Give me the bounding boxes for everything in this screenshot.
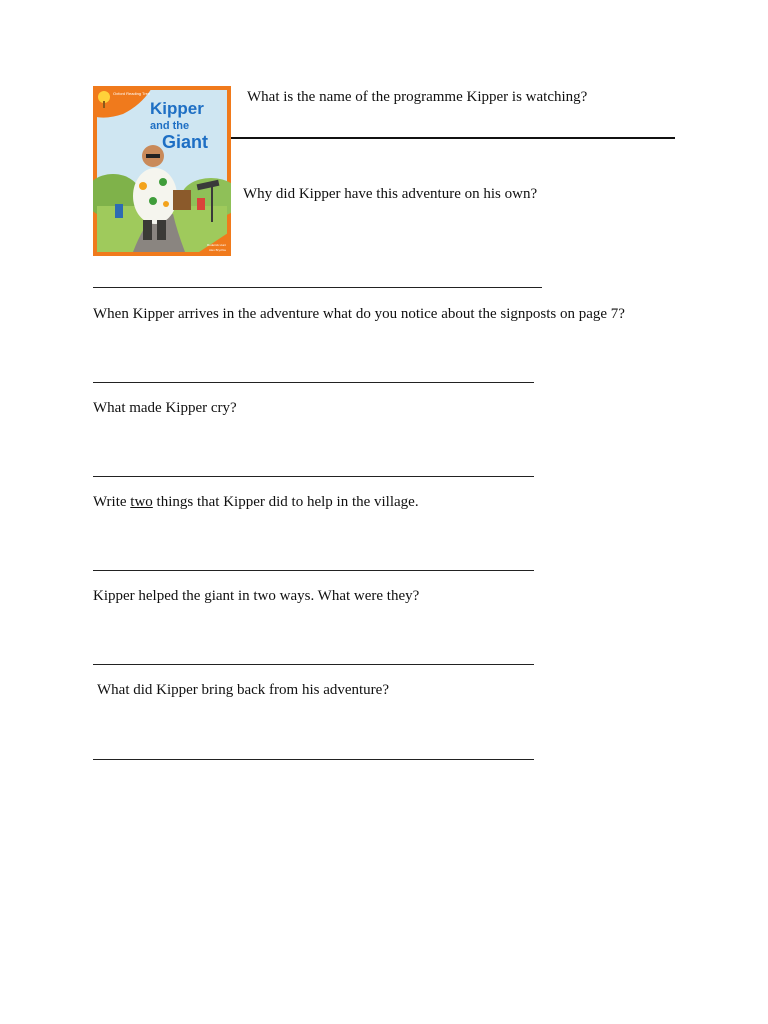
publisher-logo: Oxford Reading Tree [113,91,151,96]
book-cover [93,86,231,256]
signpost-icon [211,182,213,222]
answer-line-6[interactable] [93,664,534,665]
question-5 [93,493,419,511]
question-4: What made Kipper cry? [93,400,237,416]
question-7: What did Kipper bring back from his adventure? [97,682,389,698]
book-cover-illustration [93,86,231,256]
answer-line-3[interactable] [93,382,534,383]
answer-line-5[interactable] [93,570,534,571]
answer-line-7[interactable] [93,759,534,760]
cover-title-line2: and the [150,120,190,132]
question-6: Kipper helped the giant in two ways. What were they? [93,588,420,604]
cover-credit-author: Roderick Hunt [207,243,227,247]
answer-line-2[interactable] [93,287,542,288]
answer-line-4[interactable] [93,476,534,477]
question-5-emphasis: two [130,494,153,510]
question-1: What is the name of the programme Kipper is watching? [247,89,588,105]
cover-title-line1: Kipper [150,99,204,118]
question-3: When Kipper arrives in the adventure what do you notice about the signposts on page 7? [93,306,625,322]
question-5-start: Write [93,494,131,510]
cover-title-line3: Giant [162,132,209,152]
cover-credit-illustrator: Alex Brychta [209,248,226,252]
question-5-end: things that Kipper did to help in the village. [152,494,419,510]
answer-line-1[interactable] [231,137,675,139]
question-2: Why did Kipper have this adventure on his own? [243,186,538,202]
